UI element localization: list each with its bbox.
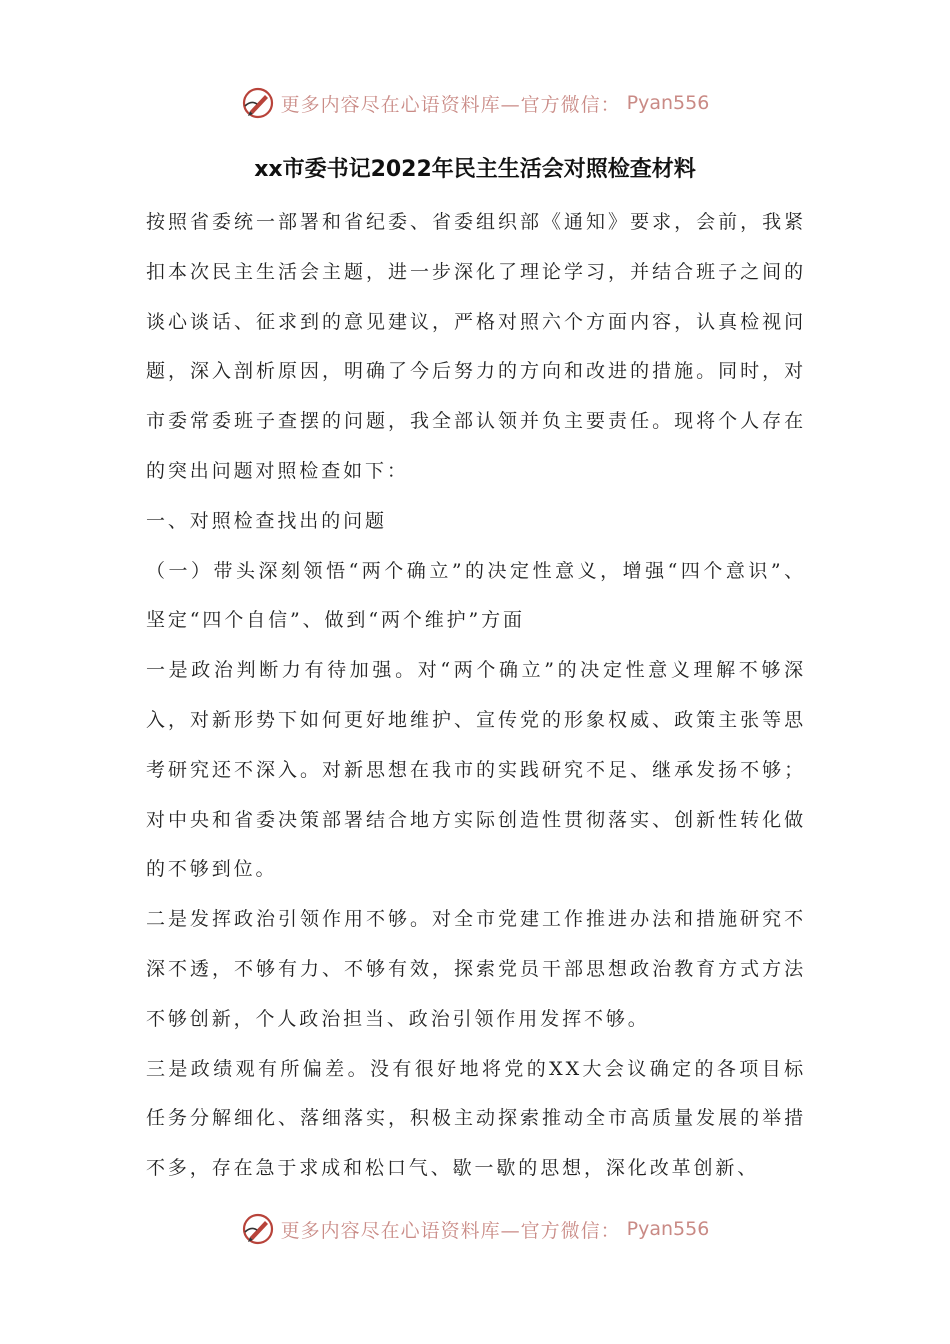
watermark-handle: Pyan556 <box>626 92 710 114</box>
watermark-text: 更多内容尽在心语资料库—官方微信： <box>280 93 621 116</box>
pen-logo-icon <box>241 86 275 120</box>
body-paragraph: 一是政治判断力有待加强。对“两个确立”的决定性意义理解不够深入，对新形势下如何更好地维护、宣传党的形象权威、政策主张等思考研究还不深入。对新思想在我市的实践研究不足、继承发扬不够；对中央和省委决策部署结合地方实际创造性贯彻落实、创新性转化做的不够到位。 <box>146 659 806 881</box>
watermark-handle: Pyan556 <box>626 1218 710 1240</box>
document-body <box>146 198 806 1194</box>
subsection-heading: （一）带头深刻领悟“两个确立”的决定性意义，增强“四个意识”、坚定“四个自信”、做到“两个维护”方面 <box>146 559 806 632</box>
watermark-header <box>0 86 950 120</box>
intro-paragraph: 按照省委统一部署和省纪委、省委组织部《通知》要求，会前，我紧扣本次民主生活会主题，进一步深化了理论学习，并结合班子之间的谈心谈话、征求到的意见建议，严格对照六个方面内容，认真检视问题，深入剖析原因，明确了今后努力的方向和改进的措施。同时，对市委常委班子查摆的问题，我全部认领并负主要责任。现将个人存在的突出问题对照检查如下： <box>146 211 806 482</box>
document-title: xx市委书记2022年民主生活会对照检查材料 <box>254 157 696 182</box>
pen-logo-icon <box>241 1212 275 1246</box>
section-heading: 一、对照检查找出的问题 <box>146 509 387 532</box>
body-paragraph: 三是政绩观有所偏差。没有很好地将党的XX大会议确定的各项目标任务分解细化、落细落实，积极主动探索推动全市高质量发展的举措不多，存在急于求成和松口气、歇一歇的思想，深化改革创新、 <box>146 1057 806 1180</box>
watermark-footer <box>0 1212 950 1246</box>
body-paragraph: 二是发挥政治引领作用不够。对全市党建工作推进办法和措施研究不深不透，不够有力、不够有效，探索党员干部思想政治教育方式方法不够创新，个人政治担当、政治引领作用发挥不够。 <box>146 908 806 1030</box>
watermark-text: 更多内容尽在心语资料库—官方微信： <box>280 1219 621 1242</box>
